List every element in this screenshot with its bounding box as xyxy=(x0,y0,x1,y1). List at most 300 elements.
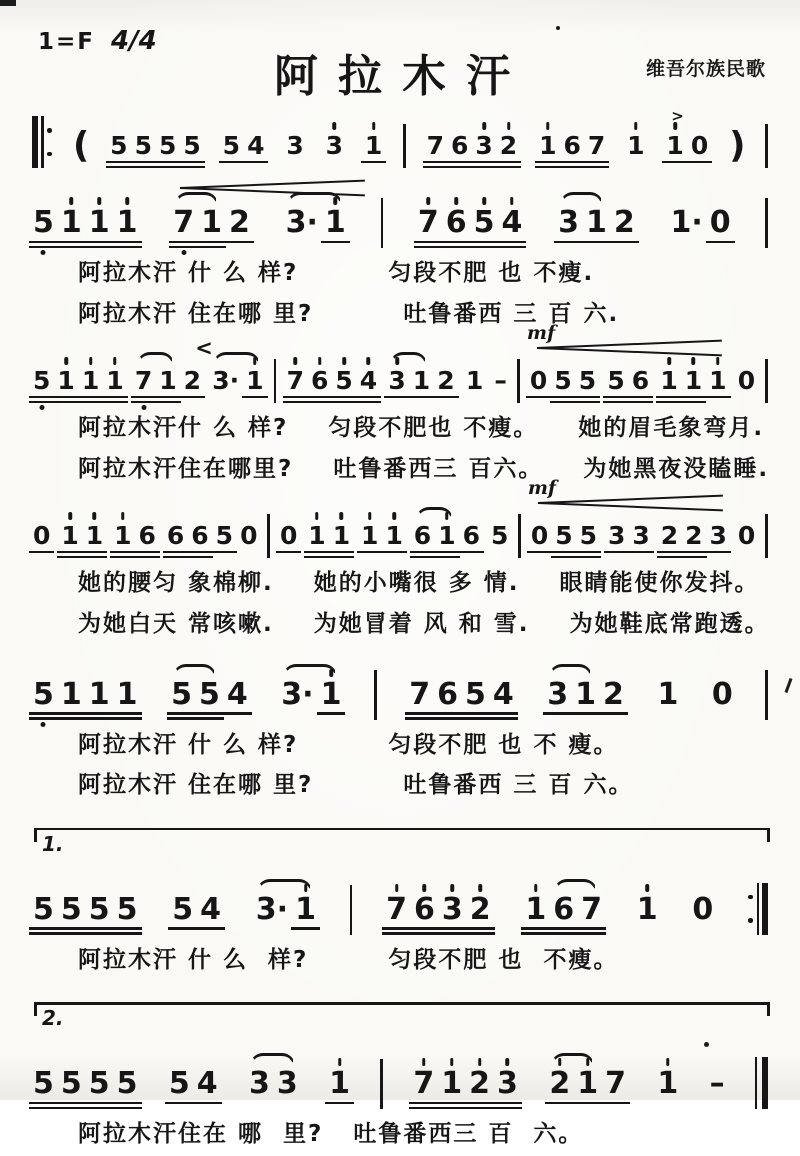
key-time-signature xyxy=(38,26,157,56)
note: 1 xyxy=(328,1069,351,1099)
note: 6 xyxy=(450,131,469,160)
note: 7 xyxy=(134,368,153,393)
note: 1 xyxy=(88,676,110,712)
note: 2 xyxy=(229,205,250,240)
note-group xyxy=(408,676,515,712)
note: 0 xyxy=(690,131,709,160)
close-paren: ) xyxy=(729,125,746,166)
octave-dot-above xyxy=(318,357,322,365)
note: 7 xyxy=(385,895,408,925)
note-group xyxy=(656,1066,679,1102)
octave-dot-below xyxy=(41,250,46,255)
note: 1 xyxy=(684,368,703,393)
note: 3 xyxy=(496,1069,519,1099)
note: 1 xyxy=(201,205,222,240)
note-group xyxy=(171,891,222,927)
note: 1 xyxy=(659,368,678,393)
octave-dot-above xyxy=(70,197,74,205)
octave-dot-above xyxy=(392,512,396,520)
octave-dot-above xyxy=(294,357,298,365)
note: 3 xyxy=(607,521,626,551)
repeat-dots xyxy=(748,889,753,929)
note: 5 xyxy=(464,676,486,712)
lyric-line: 为她白天 常咳嗽. 为她冒着 风 和 雪. 为她鞋底常跑透。 xyxy=(78,610,770,637)
note-group xyxy=(109,133,202,158)
note: 5 xyxy=(32,208,55,238)
note: 6 xyxy=(553,891,575,927)
note: 7 xyxy=(417,208,440,238)
note: 1 xyxy=(159,366,177,396)
music-line xyxy=(30,92,774,174)
note: 1 xyxy=(437,523,456,548)
note: 1 > xyxy=(666,107,684,160)
note: 1 xyxy=(81,368,100,393)
note: 0 xyxy=(530,521,549,551)
lyric-line: 阿拉木汗 什 么 样? 匀段不肥 也 不瘦。 xyxy=(78,946,619,973)
octave-dot-below xyxy=(39,405,44,410)
score xyxy=(30,92,774,1156)
note: 3 xyxy=(325,133,344,158)
note-group xyxy=(656,676,679,712)
octave-dot-above xyxy=(427,197,431,205)
octave-dot-above xyxy=(68,512,72,520)
note: 5 xyxy=(554,366,572,396)
note: 3 xyxy=(286,131,304,160)
note: 7 xyxy=(581,891,602,927)
note: 1 xyxy=(60,523,79,548)
note: 7 xyxy=(587,131,606,160)
note: 5 xyxy=(171,676,192,712)
crescendo-hairpin xyxy=(180,182,365,192)
note: 3 xyxy=(632,521,650,551)
note: 1 xyxy=(708,368,727,393)
note-group xyxy=(387,366,455,396)
lyric-line: 阿拉木汗 什 么 样? 匀段不肥 也 不 瘦。 xyxy=(78,731,619,758)
slur xyxy=(137,352,174,365)
scan-artifact xyxy=(785,678,793,693)
note: – xyxy=(494,366,507,396)
barline xyxy=(517,359,520,403)
octave-dot-above xyxy=(692,357,696,365)
note: 6 xyxy=(191,521,209,551)
attribution: 维吾尔族民歌 xyxy=(645,58,766,80)
octave-dot-above xyxy=(586,1058,590,1066)
note: 1 xyxy=(60,676,82,712)
dynamic-marking: mf xyxy=(526,322,556,345)
note-group xyxy=(285,205,347,240)
note: 2 xyxy=(613,205,635,240)
octave-dot-above xyxy=(645,884,649,892)
note: 0 xyxy=(737,366,756,396)
note: 5 xyxy=(33,891,54,927)
note: 1 xyxy=(360,523,379,548)
note: 5 xyxy=(168,1066,190,1102)
note-group xyxy=(490,521,509,551)
barline xyxy=(765,514,768,558)
note: 3· xyxy=(281,676,314,712)
note: 5 xyxy=(116,891,138,927)
octave-dot-above xyxy=(121,512,125,520)
note: 6 xyxy=(310,368,329,393)
music-line xyxy=(30,1033,774,1115)
note: 7 xyxy=(426,131,444,160)
note: 5 xyxy=(215,521,234,551)
note: 6 xyxy=(437,676,458,712)
octave-dot-above xyxy=(367,357,371,365)
repeat-dots xyxy=(47,122,52,162)
note: 5 xyxy=(607,366,625,396)
note-group xyxy=(607,521,651,551)
note: 6 xyxy=(413,895,436,925)
accent-mark: > xyxy=(671,107,684,125)
note: 5 xyxy=(198,676,220,712)
barline xyxy=(381,198,384,248)
note: 2 xyxy=(685,521,703,551)
note: 6 xyxy=(563,131,581,160)
note: 1 xyxy=(60,208,83,238)
note-group xyxy=(385,891,492,927)
note: 1 xyxy=(440,1069,463,1099)
note: 0 xyxy=(529,366,548,396)
note: 1 xyxy=(85,523,104,548)
slur xyxy=(554,879,597,892)
note: 1 xyxy=(465,366,484,396)
note-group xyxy=(325,133,344,158)
octave-dot-above xyxy=(546,122,550,130)
scan-artifact xyxy=(0,0,16,6)
note: 1 xyxy=(113,523,132,548)
note: 1· xyxy=(670,205,703,240)
note-group xyxy=(538,133,606,158)
note-group xyxy=(32,366,125,396)
note-group xyxy=(195,336,264,396)
note-group xyxy=(636,891,659,927)
octave-dot-above xyxy=(666,1058,670,1066)
note: 3 xyxy=(474,133,493,158)
slur xyxy=(549,664,592,677)
octave-dot-above xyxy=(329,669,333,677)
barline xyxy=(374,670,377,720)
music-line xyxy=(30,646,774,726)
volta-number: 2. xyxy=(42,1006,64,1031)
note: 4 xyxy=(200,891,222,927)
note: 5 xyxy=(88,891,110,927)
note-group xyxy=(32,521,51,551)
note: 4 xyxy=(359,368,378,393)
volta-bracket xyxy=(30,993,774,1033)
octave-dot-above xyxy=(304,884,308,892)
note: 2 xyxy=(468,1069,491,1099)
repeat-end-barline xyxy=(747,883,768,935)
note-group xyxy=(557,205,636,240)
octave-dot-above xyxy=(482,197,486,205)
note: 7 xyxy=(286,368,305,393)
note-group xyxy=(168,1066,219,1102)
note-group xyxy=(32,1066,139,1102)
note: 1 xyxy=(294,895,317,925)
crescendo-hairpin xyxy=(537,342,722,352)
octave-dot-above xyxy=(558,1058,562,1066)
note-group xyxy=(548,1066,627,1102)
octave-dot-below xyxy=(141,405,146,410)
octave-dot-above xyxy=(97,197,101,205)
open-paren: ( xyxy=(72,125,90,166)
note-group xyxy=(527,477,598,551)
note: 4 xyxy=(501,208,524,238)
note-group xyxy=(493,366,508,396)
note: 3 xyxy=(441,895,464,925)
note: 3 xyxy=(547,676,569,712)
final-barline xyxy=(755,1057,768,1109)
note-group xyxy=(328,1066,351,1102)
note: 5 xyxy=(33,1066,54,1102)
note: 6 xyxy=(462,521,480,551)
note: 5 xyxy=(60,1066,82,1102)
music-line xyxy=(30,859,774,941)
lyric-line: 阿拉木汗住在哪里? 吐鲁番西三 百六。 为她黑夜没瞌睡. xyxy=(78,455,770,482)
note-group xyxy=(172,205,251,240)
volta-line xyxy=(34,828,770,831)
barline xyxy=(403,124,406,168)
note: 5 xyxy=(183,131,201,160)
note-group xyxy=(709,1066,726,1102)
octave-dot-above xyxy=(372,122,376,130)
note-group xyxy=(360,521,404,551)
note: 0 xyxy=(240,521,258,551)
octave-dot-above xyxy=(334,197,338,205)
note-group xyxy=(113,521,157,551)
octave-dot-above xyxy=(478,1058,482,1066)
note: 5 xyxy=(32,680,55,710)
note: 7 xyxy=(412,1069,435,1099)
octave-dot-above xyxy=(423,884,427,892)
slur xyxy=(173,664,216,677)
note: 0 xyxy=(709,205,731,240)
octave-dot-above xyxy=(482,122,486,130)
note-group xyxy=(413,521,481,551)
octave-dot-above xyxy=(125,197,129,205)
octave-dot-above xyxy=(667,357,671,365)
dynamic-marking: mf xyxy=(527,477,557,500)
key-signature: 1=F xyxy=(38,29,95,55)
slur xyxy=(175,192,218,205)
slur xyxy=(560,192,603,205)
note-group xyxy=(465,366,484,396)
note-group xyxy=(280,676,342,712)
note: 1 xyxy=(576,1069,599,1099)
note: 3· xyxy=(285,205,318,240)
note: 3 xyxy=(558,205,579,240)
note: 1 xyxy=(538,133,557,158)
note: 5 xyxy=(172,891,194,927)
lyric-line: 阿拉木汗什 么 样? 匀段不肥也 不瘦。 她的眉毛象弯月. xyxy=(78,415,765,442)
octave-dot-above xyxy=(253,357,257,365)
volta-bracket xyxy=(30,819,774,859)
octave-dot-above xyxy=(368,512,372,520)
note-group xyxy=(32,676,139,712)
page-title: 阿拉木汗 xyxy=(274,51,530,102)
note: 5 xyxy=(134,131,152,160)
note: 5 xyxy=(555,521,573,551)
volta-number: 1. xyxy=(42,831,64,856)
note: 5 xyxy=(490,521,509,551)
note-group xyxy=(417,205,524,240)
note-group xyxy=(364,133,383,158)
octave-dot-above xyxy=(338,1058,342,1066)
note-group xyxy=(286,366,379,396)
note: 1 xyxy=(324,208,347,238)
note-group xyxy=(32,891,139,927)
note: 2 xyxy=(183,366,202,396)
header xyxy=(30,0,774,102)
note: 5 xyxy=(88,1066,110,1102)
note-group xyxy=(659,366,727,396)
note: 5 xyxy=(116,1066,138,1102)
note-group xyxy=(248,1066,299,1102)
note: 1 xyxy=(412,366,431,396)
note-group xyxy=(626,133,645,158)
barline xyxy=(267,514,270,558)
note: 5 xyxy=(578,366,597,396)
octave-dot-above xyxy=(340,512,344,520)
octave-dot-above xyxy=(454,197,458,205)
volta-line xyxy=(34,1002,770,1005)
note-group xyxy=(279,521,298,551)
lyric-line: 她的腰匀 象棉柳. 她的小嘴很 多 情. 眼睛能使你发抖。 xyxy=(78,570,760,597)
note-group xyxy=(660,521,728,551)
note: 7 xyxy=(605,1066,626,1102)
note: 1 xyxy=(636,895,659,925)
note-group xyxy=(134,366,202,396)
octave-dot-below xyxy=(181,250,186,255)
note-group xyxy=(285,133,304,158)
note: 5 xyxy=(473,208,496,238)
note: 1 xyxy=(88,208,111,238)
note-group xyxy=(546,676,625,712)
repeat-start-barline xyxy=(32,116,53,168)
octave-dot-above xyxy=(395,884,399,892)
note: 5 xyxy=(222,131,241,160)
octave-dot-above xyxy=(342,357,346,365)
barline xyxy=(765,670,768,720)
note: 3 xyxy=(276,1066,298,1102)
note: 2 xyxy=(437,366,455,396)
note: 2 xyxy=(469,895,492,925)
lyric-line: 阿拉木汗 住在哪 里? 吐鲁番西 三 百 六. xyxy=(78,300,620,327)
note: 0 xyxy=(711,676,733,712)
note: 4 xyxy=(196,1066,218,1102)
lyric-line: 阿拉木汗 什 么 样? 匀段不肥 也 不瘦. xyxy=(78,260,595,286)
note: 2 xyxy=(548,1069,571,1099)
note: 4 xyxy=(247,131,265,160)
note: 1 xyxy=(657,676,679,712)
note-group xyxy=(32,205,139,240)
note: 4 xyxy=(226,676,248,712)
note: 0 xyxy=(692,891,714,927)
note: 1 xyxy=(626,133,645,158)
note: 2 xyxy=(499,133,518,158)
octave-dot-above xyxy=(445,512,449,520)
octave-dot-above xyxy=(422,1058,426,1066)
note: 5 xyxy=(32,368,51,393)
barline xyxy=(765,124,768,168)
note: 4 xyxy=(492,676,514,712)
barline xyxy=(518,514,521,558)
octave-dot-above xyxy=(634,122,638,130)
note-group xyxy=(255,891,317,927)
note-group xyxy=(60,521,104,551)
note-group xyxy=(170,676,249,712)
note: 6 xyxy=(631,366,650,396)
note: 5 xyxy=(110,131,128,160)
note: 7 xyxy=(172,208,195,238)
note: 7 xyxy=(409,676,431,712)
lyric-line: 阿拉木汗住在 哪 里? 吐鲁番西三 百 六。 xyxy=(78,1121,584,1148)
note: 1 xyxy=(245,368,264,393)
octave-dot-above xyxy=(507,122,511,130)
note: 1 xyxy=(575,676,597,712)
barline xyxy=(765,198,768,248)
note: 5 xyxy=(579,521,598,551)
note: 5 xyxy=(60,891,82,927)
note-group xyxy=(665,107,709,160)
note: 0 xyxy=(33,521,51,551)
note: 2 xyxy=(603,676,624,712)
note-group xyxy=(412,1066,519,1102)
note-group xyxy=(606,366,650,396)
octave-dot-above xyxy=(478,884,482,892)
note: 3 xyxy=(249,1066,270,1102)
music-line xyxy=(30,174,774,254)
note: 3 xyxy=(387,368,406,393)
note-group xyxy=(691,891,714,927)
barline xyxy=(274,359,277,403)
barline xyxy=(380,1059,383,1109)
note: 3· xyxy=(255,891,289,927)
note: 5 xyxy=(158,131,177,160)
note-group xyxy=(166,521,259,551)
note: 6 xyxy=(138,521,156,551)
note-group xyxy=(670,205,732,240)
music-line xyxy=(30,477,774,564)
octave-dot-above xyxy=(451,884,455,892)
note: 1 xyxy=(320,680,343,710)
note-group xyxy=(737,366,756,396)
note: 1 xyxy=(307,523,326,548)
note: 1 xyxy=(364,133,383,158)
note: 6 xyxy=(445,208,468,238)
note-group xyxy=(222,133,266,158)
barline xyxy=(765,359,768,403)
note: 1 xyxy=(586,205,607,240)
octave-dot-above xyxy=(93,512,97,520)
dynamic-marking: < xyxy=(195,336,213,361)
note-group xyxy=(737,521,756,551)
note: 6 xyxy=(166,521,185,551)
note-group xyxy=(526,322,597,396)
octave-dot-above xyxy=(315,512,319,520)
octave-dot-below xyxy=(41,722,46,727)
note: – xyxy=(709,1066,725,1102)
note-group xyxy=(524,891,603,927)
note: 6 xyxy=(413,521,432,551)
note-group xyxy=(307,521,351,551)
note: 3· xyxy=(212,366,240,396)
octave-dot-above xyxy=(333,122,337,130)
octave-dot-above xyxy=(716,357,720,365)
time-signature: 4/4 xyxy=(111,26,157,56)
lyric-line: 阿拉木汗 住在哪 里? 吐鲁番西 三 百 六。 xyxy=(78,772,634,799)
